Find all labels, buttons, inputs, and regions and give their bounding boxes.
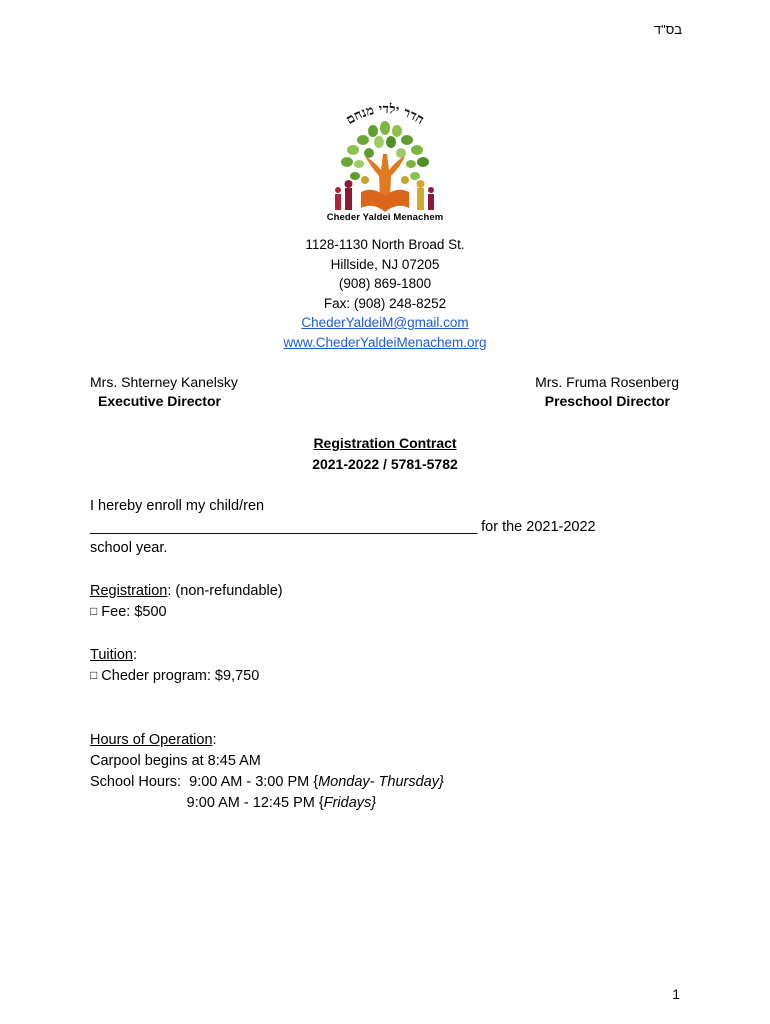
phone-number: (908) 869-1800 <box>338 276 432 291</box>
preschool-director-title: Preschool Director <box>544 393 670 409</box>
fax-number: Fax: (908) 248-8252 <box>323 295 447 311</box>
logo-school-name: Cheder Yaldei Menachem <box>326 212 444 223</box>
enroll-end: school year. <box>90 540 168 556</box>
school-hours-weekday-time: School Hours: 9:00 AM - 3:00 PM { <box>90 774 319 790</box>
contract-heading <box>0 433 770 475</box>
carpool-line: Carpool begins at 8:45 AM <box>90 753 261 769</box>
hebrew-header-mark: בס"ד <box>653 22 682 37</box>
contact-block <box>0 235 770 352</box>
school-hours-weekday-days: Monday- Thursday} <box>318 774 444 790</box>
contract-years: 2021-2022 / 5781-5782 <box>312 456 458 472</box>
tuition-colon: : <box>132 647 138 663</box>
tuition-label: Tuition <box>90 647 133 663</box>
tuition-item <box>90 666 690 687</box>
tuition-heading <box>90 645 690 666</box>
hours-label: Hours of Operation <box>90 732 213 748</box>
address-line-1: 1128-1130 North Broad St. <box>305 237 465 252</box>
checkbox-icon[interactable]: □ <box>90 668 98 682</box>
enroll-blank[interactable]: ________________________________________________ <box>90 519 478 535</box>
registration-fee-text: Fee: $500 <box>97 604 167 620</box>
website-link[interactable]: www.ChederYaldeiMenachem.org <box>283 334 487 350</box>
school-hours-friday-days: Fridays} <box>323 795 377 811</box>
tuition-item-text: Cheder program: $9,750 <box>97 668 260 684</box>
executive-director-block <box>90 373 238 411</box>
contract-body <box>90 496 690 814</box>
address-line-2: Hillside, NJ 07205 <box>330 256 440 272</box>
email-link[interactable]: ChederYaldeiM@gmail.com <box>301 315 469 330</box>
hours-heading <box>90 730 690 751</box>
preschool-director-name: Mrs. Fruma Rosenberg <box>535 374 679 390</box>
hours-colon: : <box>212 732 217 748</box>
executive-director-name: Mrs. Shterney Kanelsky <box>90 374 238 390</box>
executive-director-title: Executive Director <box>98 393 221 409</box>
preschool-director-block <box>535 373 679 411</box>
enroll-line <box>90 517 690 538</box>
school-logo <box>325 98 445 226</box>
school-hours-weekday <box>90 772 690 793</box>
school-hours-friday-time: 9:00 AM - 12:45 PM { <box>90 795 324 811</box>
page-number: 1 <box>672 986 680 1002</box>
logo-hebrew-text: חדר ילדי מנחם <box>343 101 427 128</box>
registration-heading <box>90 581 690 602</box>
school-hours-friday <box>90 793 690 814</box>
registration-label: Registration <box>90 583 168 599</box>
checkbox-icon[interactable]: □ <box>90 604 98 618</box>
registration-note: : (non-refundable) <box>167 583 283 599</box>
contract-title: Registration Contract <box>313 435 457 451</box>
enroll-intro: I hereby enroll my child/ren <box>90 498 265 514</box>
registration-fee-item <box>90 602 690 623</box>
enroll-after: for the 2021-2022 <box>477 519 596 535</box>
